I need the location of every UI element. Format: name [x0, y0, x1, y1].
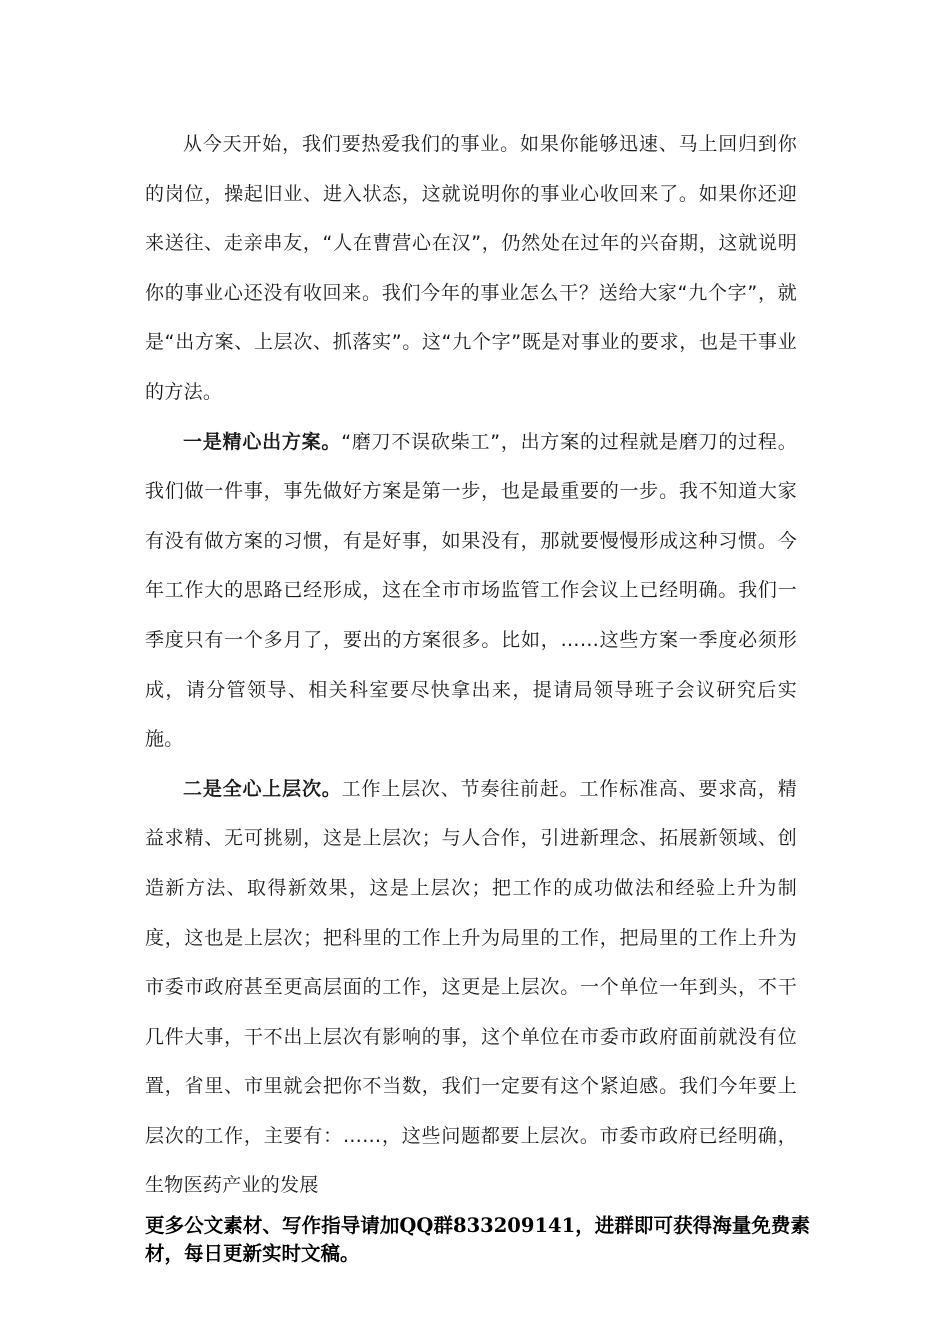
- paragraph-intro: [145, 120, 797, 418]
- footer-promo-note: 更多公文素材、写作指导请加QQ群833209141，进群即可获得海量免费素材，每日更新实时文稿。: [145, 1214, 810, 1265]
- paragraph-point-one: [145, 418, 797, 765]
- paragraph-point-one-heading: 一是精心出方案。: [183, 430, 342, 453]
- paragraph-point-two-text: 工作上层次、节奏往前赶。工作标准高、要求高，精益求精、无可挑剔，这是上层次；与人合作，引进新理念、拓展新领域、创造新方法、取得新效果，这是上层次；把工作的成功做法和经验上升为制度，这也是上层次；把科里的工作上升为局里的工作，把局里的工作上升为市委市政府甚至更高层面的工作，这更是上层次。一个单位一年到头，不干几件大事，干不出上层次有影响的事，这个单位在市委市政府面前就没有位置，省里、市里就会把你不当数，我们一定要有这个紧迫感。我们今年要上层次的工作，主要有：……，这些问题都要上层次。市委市政府已经明确，生物医药产业的发展: [145, 777, 797, 1197]
- paragraph-point-two: [145, 765, 797, 1211]
- paragraph-point-one-text: “磨刀不误砍柴工”，出方案的过程就是磨刀的过程。我们做一件事，事先做好方案是第一步，也是最重要的一步。我不知道大家有没有做方案的习惯，有是好事，如果没有，那就要慢慢形成这种习惯。今年工作大的思路已经形成，这在全市市场监管工作会议上已经明确。我们一季度只有一个多月了，要出的方案很多。比如，……这些方案一季度必须形成，请分管领导、相关科室要尽快拿出来，提请局领导班子会议研究后实施。: [145, 430, 797, 751]
- paragraph-intro-text: 从今天开始，我们要热爱我们的事业。如果你能够迅速、马上回归到你的岗位，操起旧业、进入状态，这就说明你的事业心收回来了。如果你还迎来送往、走亲串友，“人在曹营心在汉”，仍然处在过年的兴奋期，这就说明你的事业心还没有收回来。我们今年的事业怎么干？送给大家“九个字”，就是“出方案、上层次、抓落实”。这“九个字”既是对事业的要求，也是干事业的方法。: [145, 133, 797, 403]
- document-body: [145, 120, 797, 1211]
- paragraph-point-two-heading: 二是全心上层次。: [183, 777, 342, 800]
